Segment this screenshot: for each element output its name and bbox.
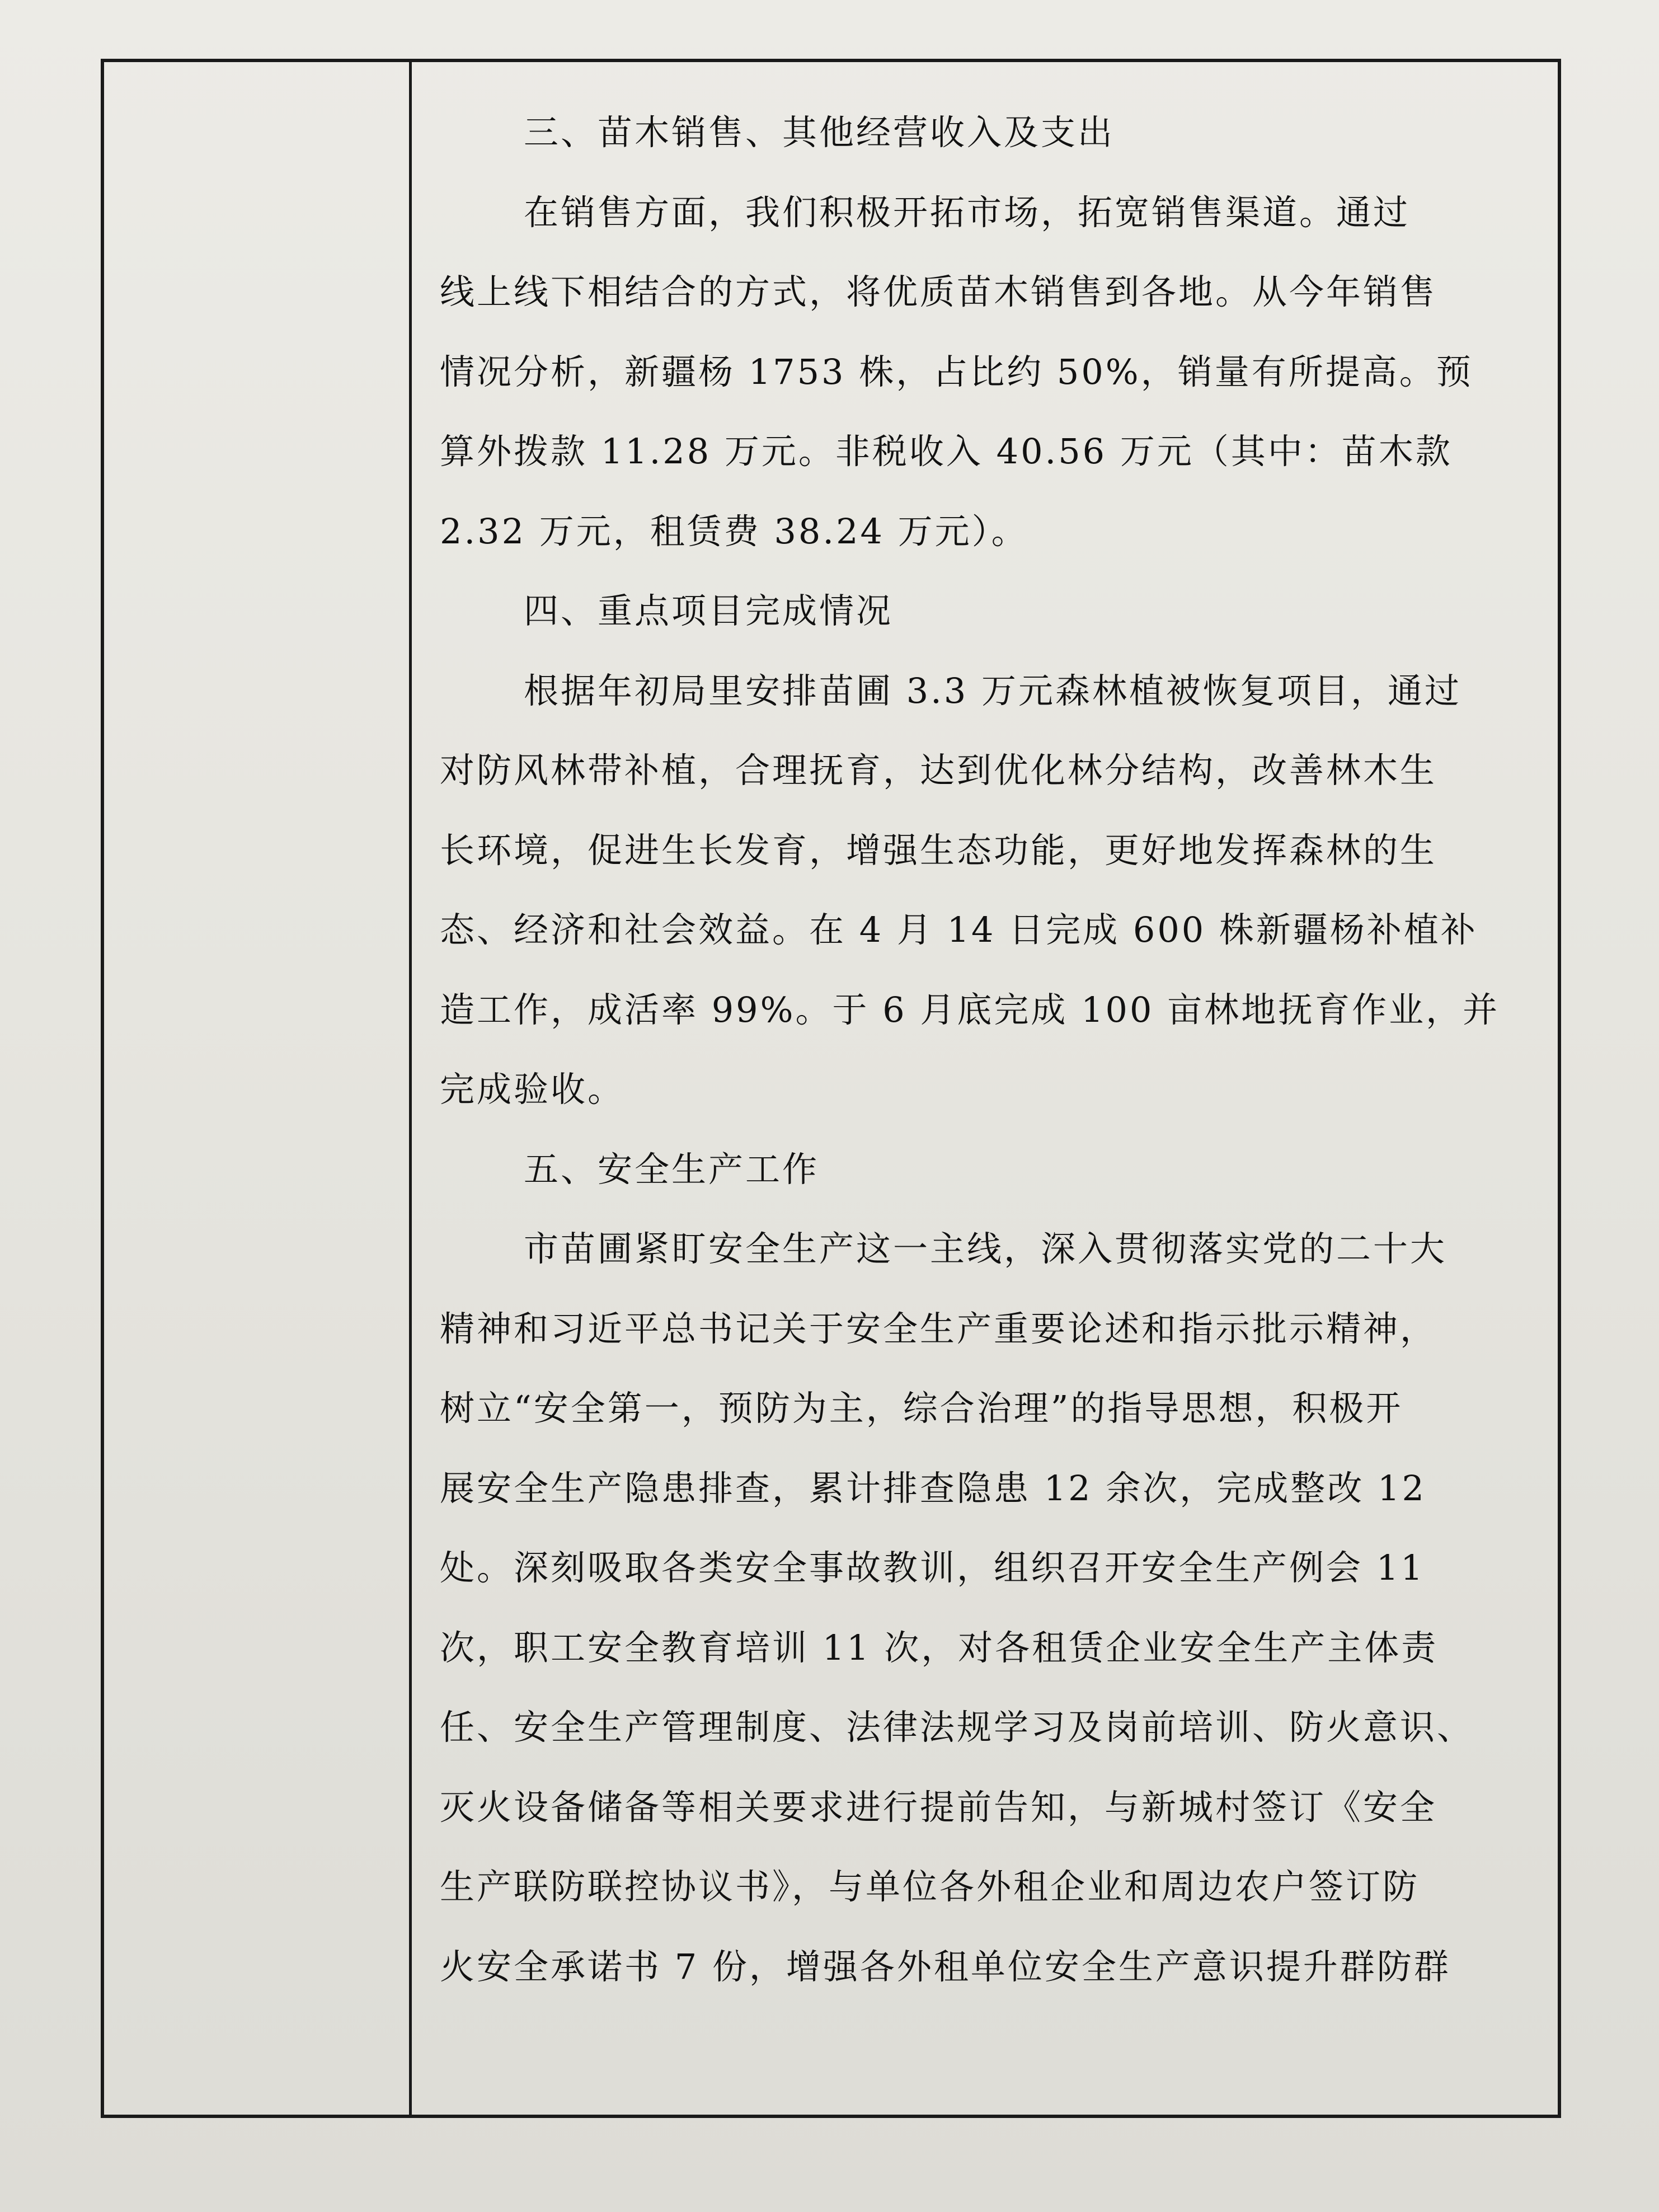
text-line: 根据年初局里安排苗圃 3.3 万元森林植被恢复项目，通过 — [524, 670, 1462, 711]
text-line: 次，职工安全教育培训 11 次，对各租赁企业安全生产主体责 — [440, 1627, 1439, 1668]
text-line: 任、安全生产管理制度、法律法规学习及岗前培训、防火意识、 — [440, 1707, 1474, 1748]
text-line: 情况分析，新疆杨 1753 株，占比约 50%，销量有所提高。预 — [440, 351, 1473, 392]
form-table — [101, 59, 1561, 2118]
text-line: 完成验收。 — [440, 1069, 625, 1110]
text-line: 在销售方面，我们积极开拓市场，拓宽销售渠道。通过 — [524, 191, 1411, 233]
text-line: 线上线下相结合的方式，将优质苗木销售到各地。从今年销售 — [440, 271, 1437, 312]
text-line: 处。深刻吸取各类安全事故教训，组织召开安全生产例会 11 — [440, 1547, 1425, 1588]
table-left-column — [104, 62, 412, 2115]
text-line: 2.32 万元，租赁费 38.24 万元）。 — [440, 510, 1028, 552]
text-line: 生产联防联控协议书》，与单位各外租企业和周边农户签订防 — [440, 1866, 1420, 1907]
text-line: 市苗圃紧盯安全生产这一主线，深入贯彻落实党的二十大 — [524, 1228, 1447, 1269]
section-heading: 五、安全生产工作 — [524, 1148, 820, 1190]
text-line: 长环境，促进生长发育，增强生态功能，更好地发挥森林的生 — [440, 829, 1437, 871]
text-line: 展安全生产隐患排查，累计排查隐患 12 余次，完成整改 12 — [440, 1467, 1426, 1509]
section-heading: 四、重点项目完成情况 — [524, 590, 894, 631]
text-line: 火安全承诺书 7 份，增强各外租单位安全生产意识提升群防群 — [440, 1946, 1451, 1987]
text-line: 态、经济和社会效益。在 4 月 14 日完成 600 株新疆杨补植补 — [440, 909, 1478, 950]
text-line: 造工作，成活率 99%。于 6 月底完成 100 亩林地抚育作业，并 — [440, 989, 1500, 1030]
section-heading: 三、苗木销售、其他经营收入及支出 — [524, 112, 1115, 153]
document-body — [440, 93, 1536, 2007]
text-line: 精神和习近平总书记关于安全生产重要论述和指示批示精神， — [440, 1308, 1437, 1349]
text-line: 树立“安全第一，预防为主，综合治理”的指导思想，积极开 — [440, 1388, 1403, 1429]
text-line: 算外拨款 11.28 万元。非税收入 40.56 万元（其中：苗木款 — [440, 431, 1453, 472]
text-line: 灭火设备储备等相关要求进行提前告知，与新城村签订《安全 — [440, 1786, 1437, 1828]
text-line: 对防风林带补植，合理抚育，达到优化林分结构，改善林木生 — [440, 750, 1437, 791]
